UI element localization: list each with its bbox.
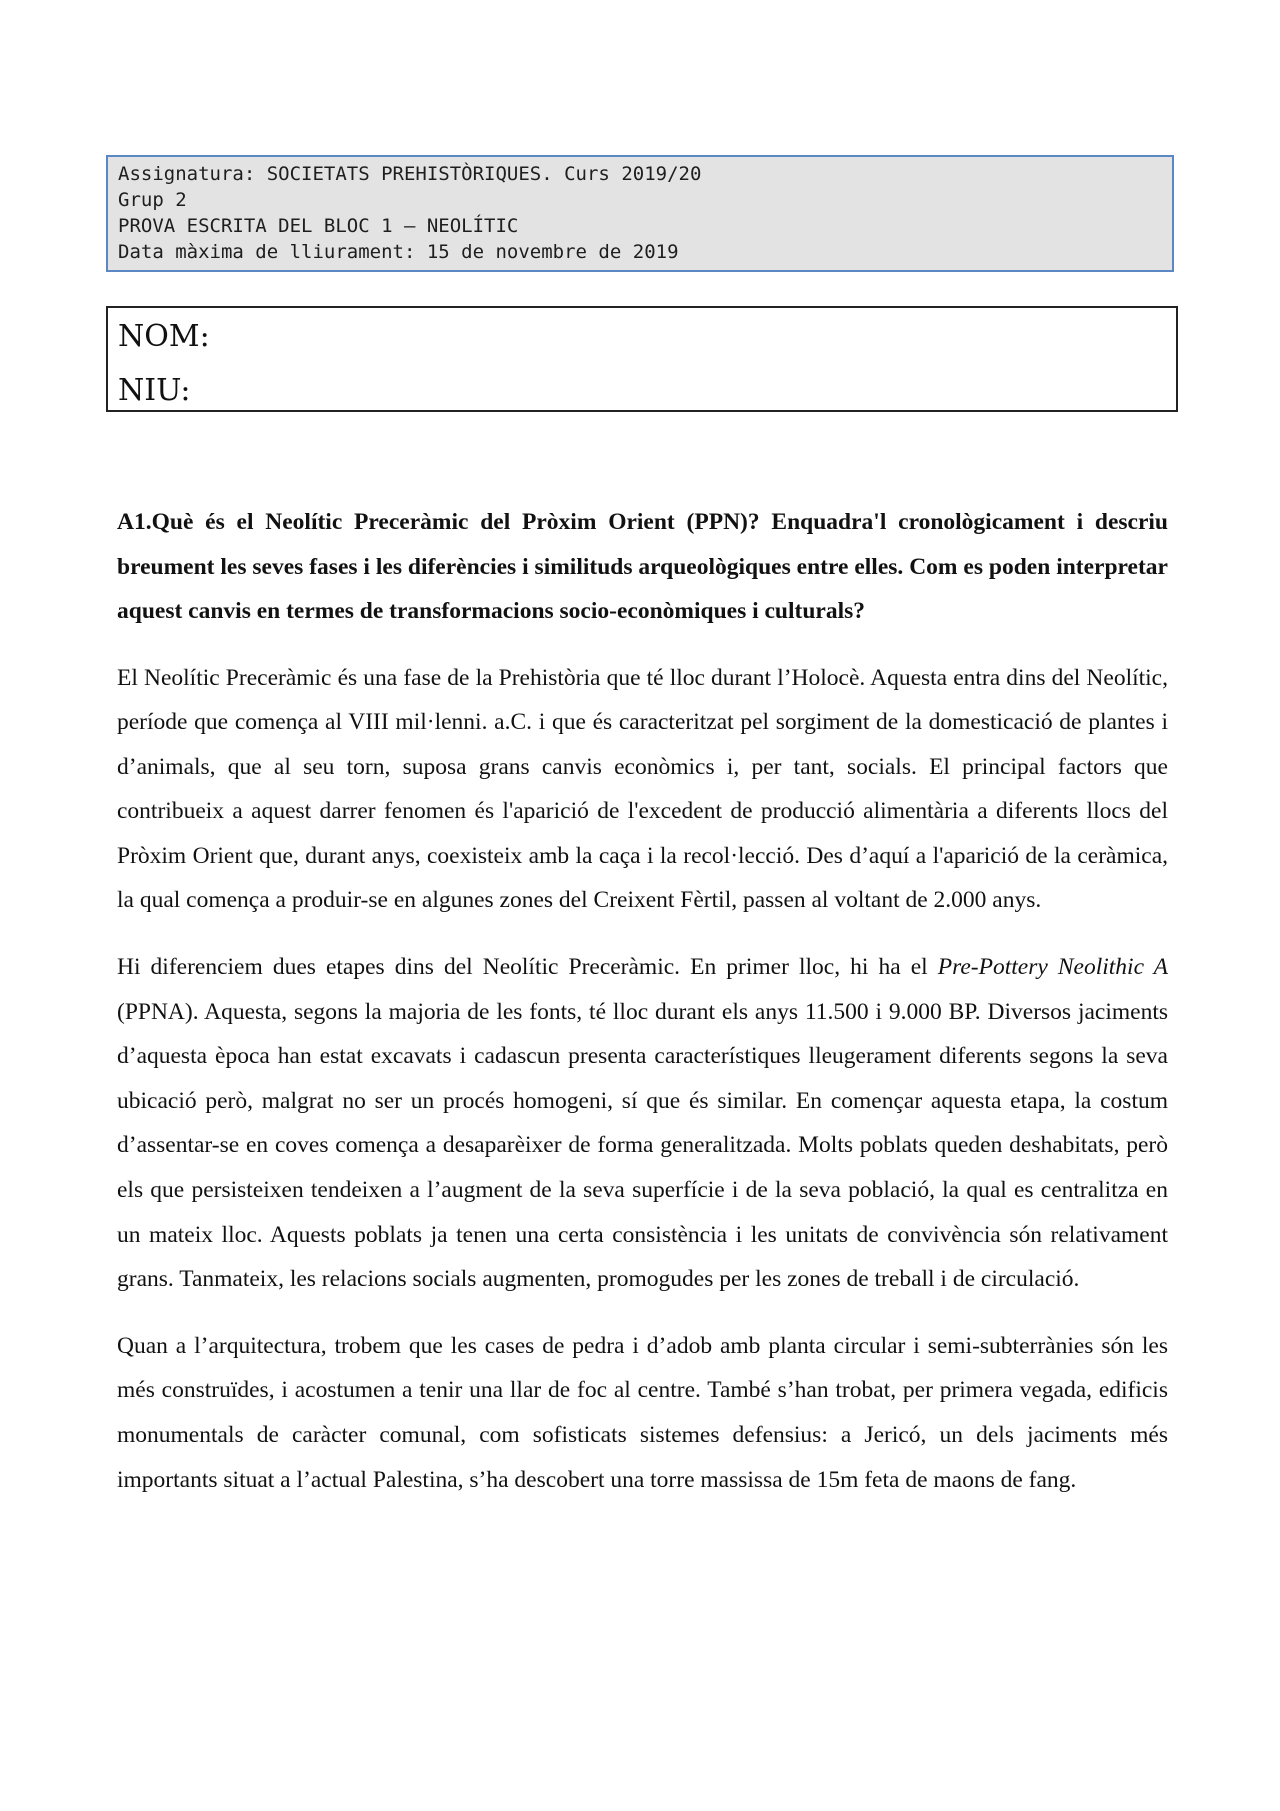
student-identification-box	[106, 306, 1178, 412]
exam-title-line: PROVA ESCRITA DEL BLOC 1 – NEOLÍTIC	[118, 215, 519, 237]
niu-label: NIU:	[118, 373, 191, 408]
answer-paragraph-2-start: Hi diferenciem dues etapes dins del Neolític Preceràmic. En primer lloc, hi ha el	[117, 954, 938, 981]
answer-paragraph-1: El Neolític Preceràmic és una fase de la Prehistòria que té lloc durant l’Holocè. Aquesta entra dins del Neolític, període que comença al VIII mil·lenni. a.C. i que és caracteritzat pel sorgiment de la domesticació de plantes i d’animals, que al seu torn, suposa grans canvis econòmics i, per tant, socials. El principal factors que contribueix a aquest darrer fenomen és l'aparició de l'excedent de producció alimentària a diferents llocs del Pròxim Orient que, durant anys, coexisteix amb la caça i la recol·lecció. Des d’aquí a l'aparició de la ceràmica, la qual comença a produir-se en algunes zones del Creixent Fèrtil, passen al voltant de 2.000 anys.	[117, 664, 1168, 914]
exam-content	[117, 500, 1168, 1524]
name-label: NOM:	[118, 319, 210, 354]
answer-paragraph-2	[117, 945, 1168, 1302]
deadline-line: Data màxima de lliurament: 15 de novembre de 2019	[118, 241, 679, 263]
subject-line: Assignatura: SOCIETATS PREHISTÒRIQUES. Curs 2019/20	[118, 163, 702, 185]
answer-paragraph-3: Quan a l’arquitectura, trobem que les cases de pedra i d’adob amb planta circular i semi-subterrànies són les més construïdes, i acostumen a tenir una llar de foc al centre. També s’han trobat, per primera vegada, edificis monumentals de caràcter comunal, com sofisticats sistemes defensius: a Jericó, un dels jaciments més importants situat a l’actual Palestina, s’ha descobert una torre massissa de 15m feta de maons de fang.	[117, 1332, 1168, 1493]
answer-paragraph-2-rest: (PPNA). Aquesta, segons la majoria de les fonts, té lloc durant els anys 11.500 i 9.000 BP. Diversos jaciments d’aquesta època han estat excavats i cadascun presenta característiques lleugerament diferents segons la seva ubicació però, malgrat no ser un procés homogeni, sí que és similar. En començar aquesta etapa, la costum d’assentar-se en coves comença a desaparèixer de forma generalitzada. Molts poblats queden deshabitats, però els que persisteixen tendeixen a l’augment de la seva superfície i de la seva població, la qual es centralitza en un mateix lloc. Aquests poblats ja tenen una certa consistència i les unitats de convivència són relativament grans. Tanmateix, les relacions socials augmenten, promogudes per les zones de treball i de circulació.	[117, 998, 1168, 1293]
course-info-box	[106, 155, 1174, 272]
niu-field[interactable]	[118, 358, 1166, 414]
answer-paragraph-2-italic-term: Pre-Pottery Neolithic A	[937, 954, 1169, 981]
group-line: Grup 2	[118, 189, 187, 211]
name-field[interactable]	[118, 312, 1166, 358]
question-a1: A1.Què és el Neolític Preceràmic del Pròxim Orient (PPN)? Enquadra'l cronològicament i descriu breument les seves fases i les diferències i similituds arqueològiques entre elles. Com es poden interpretar aquest canvis en termes de transformacions socio-econòmiques i culturals?	[117, 509, 1168, 624]
